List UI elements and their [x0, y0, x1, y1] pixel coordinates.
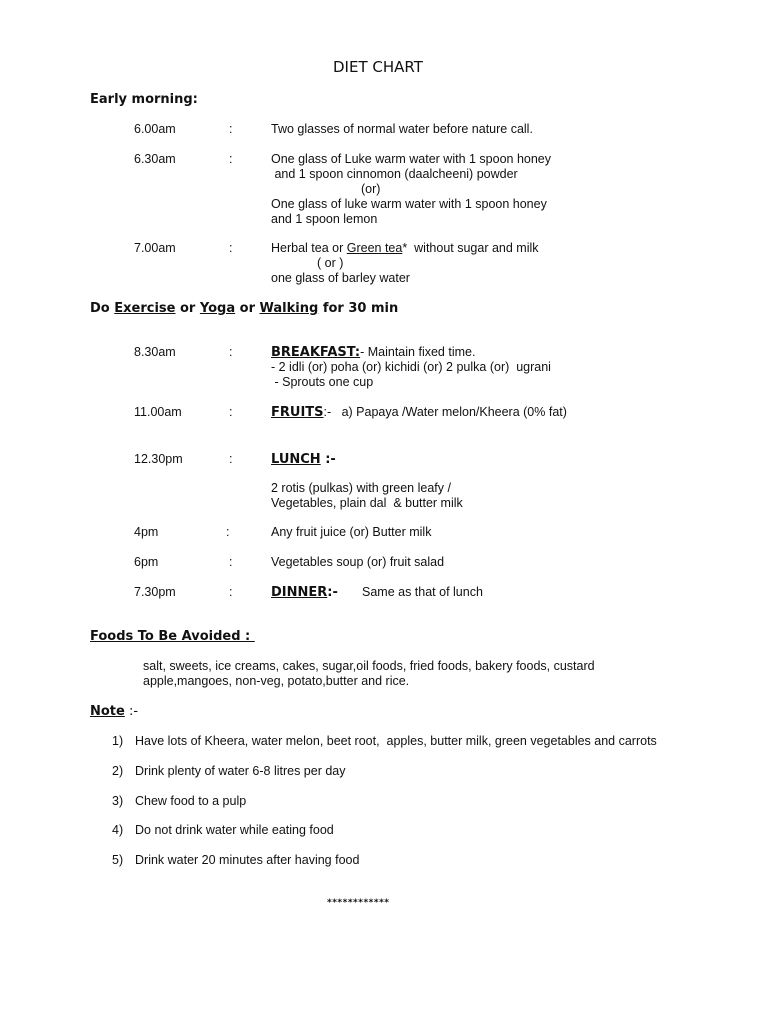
fruits-label: FRUITS — [271, 405, 324, 420]
exercise-heading-part: or — [235, 301, 260, 316]
schedule-text: and 1 spoon lemon — [271, 212, 378, 226]
lunch-item: Vegetables, plain dal & butter milk — [271, 496, 463, 510]
note-label: Note — [90, 704, 125, 719]
schedule-text: and 1 spoon cinnomon (daalcheeni) powder — [271, 167, 518, 181]
or-text: (or) — [361, 182, 381, 196]
dinner-label: DINNER — [271, 585, 328, 600]
schedule-text: One glass of Luke warm water with 1 spoon honey — [271, 152, 552, 166]
lunch-suffix: :- — [320, 452, 336, 467]
note-item: Drink plenty of water 6-8 litres per day — [135, 764, 346, 778]
page-title: DIET CHART — [333, 58, 423, 76]
dinner-suffix: :- — [327, 585, 338, 600]
colon-separator: : — [229, 345, 233, 359]
note-item: Do not drink water while eating food — [135, 823, 334, 837]
time-label: 7.00am — [134, 241, 176, 255]
dinner-text: Same as that of lunch — [362, 585, 483, 599]
exercise-heading-part: or — [175, 301, 200, 316]
colon-separator: : — [229, 122, 233, 136]
yoga-link[interactable]: Yoga — [199, 301, 236, 316]
time-label: 11.00am — [134, 405, 182, 419]
breakfast-label: BREAKFAST: — [271, 345, 361, 360]
schedule-text — [271, 241, 539, 256]
avoided-foods-text: apple,mangoes, non-veg, potato,butter and rice. — [143, 674, 410, 688]
schedule-text: One glass of luke warm water with 1 spoon honey — [271, 197, 547, 211]
note-item: Drink water 20 minutes after having food — [135, 853, 360, 867]
schedule-text: Any fruit juice (or) Butter milk — [271, 525, 432, 539]
lunch-item: 2 rotis (pulkas) with green leafy / — [271, 481, 451, 495]
note-item: Have lots of Kheera, water melon, beet root, apples, butter milk, green vegetables and carrots — [135, 734, 657, 748]
colon-separator: : — [229, 241, 233, 255]
or-text: ( or ) — [317, 256, 344, 270]
note-number: 4) — [112, 823, 124, 837]
note-number: 5) — [112, 853, 124, 867]
breakfast-note: - Maintain fixed time. — [360, 345, 476, 359]
time-label: 12.30pm — [134, 452, 183, 466]
exercise-heading-part: Do — [90, 301, 115, 316]
walking-link[interactable]: Walking — [259, 301, 319, 316]
note-number: 1) — [112, 734, 124, 748]
green-tea-link[interactable]: Green tea — [346, 241, 403, 255]
note-heading — [90, 704, 138, 719]
note-number: 3) — [112, 794, 124, 808]
dinner-line — [271, 585, 338, 600]
colon-separator: : — [229, 405, 233, 419]
time-label: 6.30am — [134, 152, 176, 166]
note-item: Chew food to a pulp — [135, 794, 247, 808]
time-label: 7.30pm — [134, 585, 176, 599]
exercise-heading-part: for 30 min — [318, 301, 399, 316]
exercise-link[interactable]: Exercise — [114, 301, 176, 316]
schedule-text: one glass of barley water — [271, 271, 410, 285]
exercise-heading — [90, 301, 398, 316]
early-morning-heading: Early morning: — [90, 92, 198, 107]
colon-separator: : — [229, 152, 233, 166]
breakfast-item: - 2 idli (or) poha (or) kichidi (or) 2 pulka (or) ugrani — [271, 360, 551, 374]
colon-separator: : — [229, 585, 233, 599]
lunch-label: LUNCH — [271, 452, 321, 467]
time-label: 8.30am — [134, 345, 176, 359]
time-label: 6.00am — [134, 122, 176, 136]
breakfast-line — [271, 345, 475, 360]
schedule-text: Vegetables soup (or) fruit salad — [271, 555, 445, 569]
schedule-text-part: * without sugar and milk — [402, 241, 539, 255]
avoided-foods-text: salt, sweets, ice creams, cakes, sugar,oil foods, fried foods, bakery foods, custard — [143, 659, 595, 673]
schedule-text: Two glasses of normal water before nature call. — [271, 122, 533, 136]
colon-separator: : — [226, 525, 230, 539]
time-label: 6pm — [134, 555, 159, 569]
end-marker: ************ — [327, 898, 390, 908]
breakfast-item: - Sprouts one cup — [271, 375, 374, 389]
colon-separator: : — [229, 555, 233, 569]
fruits-line — [271, 405, 567, 420]
schedule-text-part: Herbal tea or — [271, 241, 347, 255]
note-number: 2) — [112, 764, 124, 778]
fruits-text: :- a) Papaya /Water melon/Kheera (0% fat) — [323, 405, 567, 419]
foods-avoided-heading: Foods To Be Avoided : — [90, 629, 255, 644]
lunch-line — [271, 452, 336, 467]
time-label: 4pm — [134, 525, 159, 539]
colon-separator: : — [229, 452, 233, 466]
note-suffix: :- — [124, 704, 139, 719]
